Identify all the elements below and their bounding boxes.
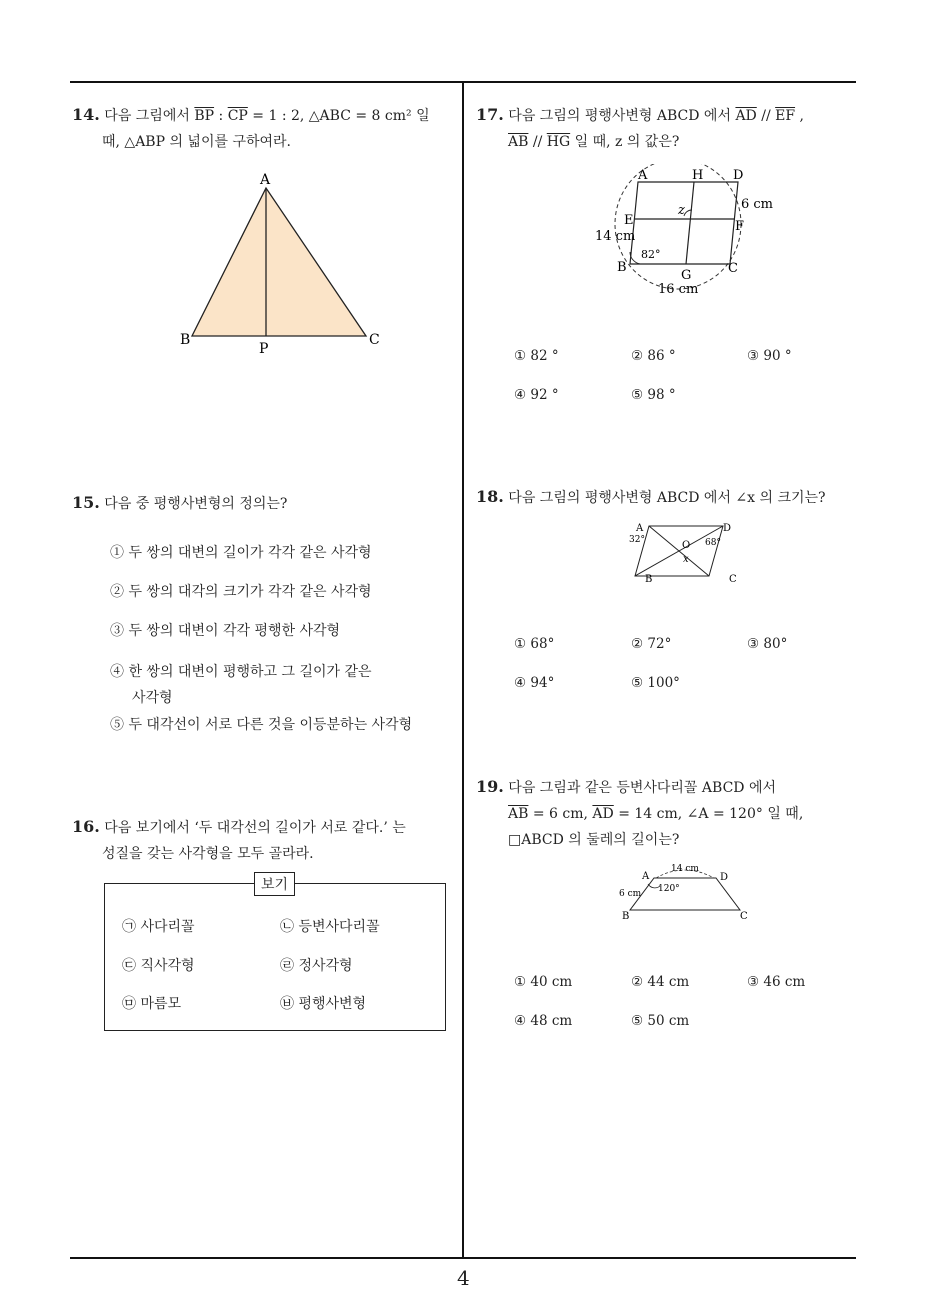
svg-text:6 cm: 6 cm [741, 197, 774, 212]
choice-5[interactable]: ⑤ 100° [631, 675, 680, 691]
choice-2[interactable]: ② 72° [631, 636, 672, 652]
example-item: ㉢ 직사각형 [122, 958, 195, 974]
svg-text:120°: 120° [658, 884, 680, 894]
question-number: 17. [476, 105, 504, 124]
question-number: 16. [72, 817, 100, 836]
svg-text:B: B [180, 332, 191, 348]
choice-2[interactable]: ② 86 ° [631, 348, 676, 364]
trapezoid-figure [612, 858, 762, 928]
svg-text:D: D [723, 523, 732, 534]
choice-1[interactable]: ① 두 쌍의 대변의 길이가 각각 같은 사각형 [110, 545, 372, 561]
example-item: ㉠ 사다리꼴 [122, 919, 195, 935]
svg-text:F: F [735, 219, 745, 234]
question-number: 18. [476, 487, 504, 506]
question-18-text: 18. 다음 그림의 평행사변형 ABCD 에서 ∠x 의 크기는? [476, 487, 826, 506]
example-item: ㉡ 등변사다리꼴 [280, 919, 380, 935]
svg-text:C: C [369, 332, 380, 348]
question-number: 15. [72, 493, 100, 512]
example-item: ㉥ 평행사변형 [280, 996, 367, 1012]
svg-text:A: A [638, 168, 648, 183]
svg-text:P: P [259, 341, 269, 357]
svg-text:B: B [622, 911, 630, 922]
question-16-text: 16. 다음 보기에서 ‘두 대각선의 길이가 서로 같다.’ 는 성질을 갖는 사각형을 모두 골라라. [72, 817, 406, 862]
svg-text:H: H [692, 168, 704, 183]
question-15-text: 15. 다음 중 평행사변형의 정의는? [72, 493, 288, 512]
choice-4[interactable]: ④ 92 ° [514, 387, 559, 403]
svg-text:C: C [728, 261, 738, 276]
choice-4[interactable]: ④ 48 cm [514, 1013, 573, 1029]
choice-4[interactable]: ④ 한 쌍의 대변이 평행하고 그 길이가 같은 사각형 [110, 664, 372, 706]
svg-text:D: D [720, 872, 729, 883]
svg-text:16 cm: 16 cm [658, 282, 699, 297]
parallelogram-figure-18 [625, 518, 755, 588]
question-19-text: 19. 다음 그림과 같은 등변사다리꼴 ABCD 에서 $\overline{AB} = 6$ cm, $\overline{AD} = 14$ cm, ∠A = 120° 일 때, □ABCD 의 둘레의 길이는? [476, 777, 804, 848]
choice-3[interactable]: ③ 46 cm [747, 974, 806, 990]
svg-text:G: G [681, 268, 692, 283]
svg-text:68°: 68° [705, 538, 721, 548]
choice-5[interactable]: ⑤ 98 ° [631, 387, 676, 403]
svg-text:6 cm: 6 cm [619, 889, 642, 899]
svg-text:D: D [733, 168, 744, 183]
question-14-text: 14. 다음 그림에서 $\overline{BP}$ : $\overline{CP} = 1$ : 2, △ABC = 8 cm² 일 때, △ABP 의 넓이를 구하여라. [72, 105, 430, 150]
example-item: ㉤ 마름모 [122, 996, 182, 1012]
svg-text:z: z [678, 203, 685, 218]
svg-text:C: C [740, 911, 748, 922]
choice-3[interactable]: ③ 90 ° [747, 348, 792, 364]
question-number: 19. [476, 777, 504, 796]
choice-1[interactable]: ① 68° [514, 636, 555, 652]
svg-text:B: B [617, 260, 627, 275]
question-number: 14. [72, 105, 100, 124]
choice-3[interactable]: ③ 80° [747, 636, 788, 652]
choice-5[interactable]: ⑤ 50 cm [631, 1013, 690, 1029]
choice-5[interactable]: ⑤ 두 대각선이 서로 다른 것을 이등분하는 사각형 [110, 717, 413, 733]
svg-text:14 cm: 14 cm [595, 229, 636, 244]
triangle-figure [170, 168, 390, 358]
choice-3[interactable]: ③ 두 쌍의 대변이 각각 평행한 사각형 [110, 623, 341, 639]
svg-text:E: E [624, 213, 634, 228]
page-number: 4 [457, 1266, 470, 1290]
svg-text:32°: 32° [629, 535, 645, 545]
svg-text:A: A [636, 523, 644, 534]
svg-text:O: O [682, 540, 691, 551]
svg-text:A: A [260, 172, 271, 188]
example-box-label: 보기 [254, 872, 295, 896]
choice-1[interactable]: ① 40 cm [514, 974, 573, 990]
example-item: ㉣ 정사각형 [280, 958, 353, 974]
parallelogram-figure-17 [590, 164, 780, 298]
svg-text:C: C [729, 574, 737, 585]
svg-text:x: x [683, 554, 689, 565]
column-divider [462, 82, 464, 1258]
choice-2[interactable]: ② 두 쌍의 대각의 크기가 각각 같은 사각형 [110, 584, 372, 600]
choice-4[interactable]: ④ 94° [514, 675, 555, 691]
choice-1[interactable]: ① 82 ° [514, 348, 559, 364]
choice-2[interactable]: ② 44 cm [631, 974, 690, 990]
svg-text:B: B [645, 574, 653, 585]
svg-text:A: A [642, 871, 650, 882]
svg-text:82°: 82° [641, 248, 661, 261]
svg-text:14 cm: 14 cm [671, 864, 699, 874]
question-17-text: 17. 다음 그림의 평행사변형 ABCD 에서 $\overline{AD} // \overline{EF}$ , $\overline{AB} // \overline{HG}$ 일 때, z 의 값은? [476, 105, 804, 150]
